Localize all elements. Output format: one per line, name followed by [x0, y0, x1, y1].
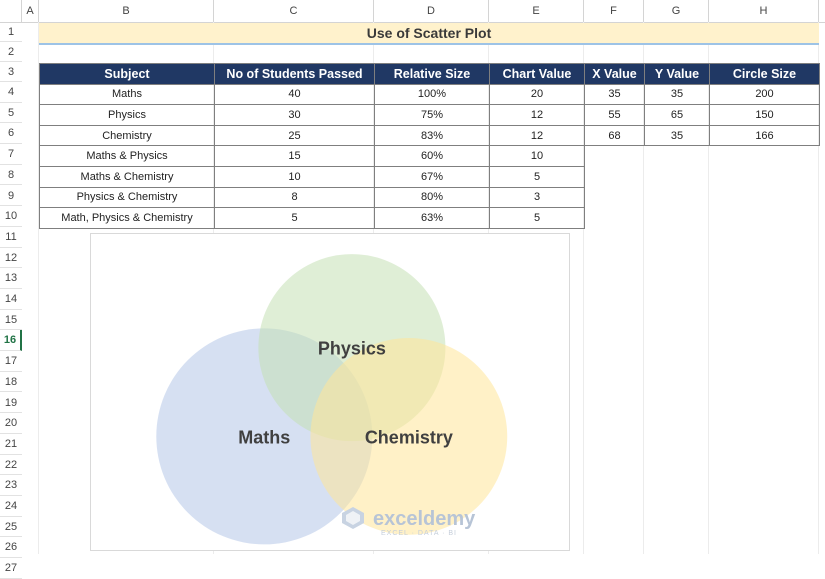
table-cell[interactable]: 10: [490, 146, 585, 167]
empty-cells[interactable]: [585, 146, 820, 167]
exceldemy-logo-icon: [341, 506, 365, 530]
exceldemy-watermark: [341, 506, 491, 540]
row-header-10[interactable]: 10: [0, 206, 22, 227]
table-cell[interactable]: 12: [490, 105, 585, 126]
column-header-f[interactable]: F: [584, 0, 644, 22]
table-cell[interactable]: 5: [490, 208, 585, 229]
sheet-title[interactable]: Use of Scatter Plot: [39, 23, 819, 45]
table-cell[interactable]: 75%: [375, 105, 490, 126]
table-cell[interactable]: 80%: [375, 187, 490, 208]
bubble-label-physics[interactable]: Physics: [317, 338, 386, 359]
row-header-3[interactable]: 3: [0, 62, 22, 82]
table-cell[interactable]: 30: [215, 105, 375, 126]
row-header-21[interactable]: 21: [0, 434, 22, 455]
table-row: [40, 146, 820, 167]
row-header-17[interactable]: 17: [0, 351, 22, 372]
table-cell[interactable]: 83%: [375, 125, 490, 146]
column-header-d[interactable]: D: [374, 0, 489, 22]
row-header-22[interactable]: 22: [0, 455, 22, 476]
table-row: [40, 208, 820, 229]
row-header-4[interactable]: 4: [0, 82, 22, 103]
table-cell[interactable]: 60%: [375, 146, 490, 167]
table-row: [40, 166, 820, 187]
column-header-h[interactable]: H: [709, 0, 819, 22]
header-y-value[interactable]: Y Value: [645, 64, 710, 85]
row-header-6[interactable]: 6: [0, 123, 22, 144]
table-cell[interactable]: 12: [490, 125, 585, 146]
empty-cells[interactable]: [585, 187, 820, 208]
row-header-7[interactable]: 7: [0, 144, 22, 165]
table-cell[interactable]: 166: [710, 125, 820, 146]
row-header-2[interactable]: 2: [0, 42, 22, 62]
row-header-25[interactable]: 25: [0, 517, 22, 538]
row-header-8[interactable]: 8: [0, 165, 22, 186]
table-cell[interactable]: 35: [585, 84, 645, 105]
row-header-11[interactable]: 11: [0, 227, 22, 248]
table-cell[interactable]: 8: [215, 187, 375, 208]
table-row: [40, 105, 820, 126]
table-cell[interactable]: Maths & Chemistry: [40, 166, 215, 187]
table-cell[interactable]: Physics: [40, 105, 215, 126]
row-header-12[interactable]: 12: [0, 248, 22, 269]
column-header-c[interactable]: C: [214, 0, 374, 22]
table-cell[interactable]: Maths & Physics: [40, 146, 215, 167]
watermark-tagline: EXCEL · DATA · BI: [381, 530, 457, 537]
table-cell[interactable]: 25: [215, 125, 375, 146]
watermark-name: exceldemy: [373, 508, 476, 530]
empty-cells[interactable]: [585, 166, 820, 187]
table-cell[interactable]: Math, Physics & Chemistry: [40, 208, 215, 229]
bubble-label-maths[interactable]: Maths: [238, 427, 291, 448]
column-header-e[interactable]: E: [489, 0, 584, 22]
row-header-27[interactable]: 27: [0, 558, 22, 579]
table-row: [40, 125, 820, 146]
header-circle-size[interactable]: Circle Size: [710, 64, 820, 85]
header-chart-value[interactable]: Chart Value: [490, 64, 585, 85]
select-all-corner[interactable]: [0, 0, 22, 22]
table-cell[interactable]: 3: [490, 187, 585, 208]
table-cell[interactable]: Chemistry: [40, 125, 215, 146]
table-row: [40, 84, 820, 105]
table-row: [40, 187, 820, 208]
table-cell[interactable]: Maths: [40, 84, 215, 105]
table-cell[interactable]: 67%: [375, 166, 490, 187]
table-cell[interactable]: 65: [645, 105, 710, 126]
row-header-24[interactable]: 24: [0, 496, 22, 517]
row-header-1[interactable]: 1: [0, 22, 22, 42]
table-cell[interactable]: 100%: [375, 84, 490, 105]
row-header-5[interactable]: 5: [0, 103, 22, 124]
table-cell[interactable]: 15: [215, 146, 375, 167]
row-header-23[interactable]: 23: [0, 475, 22, 496]
row-header-19[interactable]: 19: [0, 393, 22, 414]
row-header-14[interactable]: 14: [0, 289, 22, 310]
row-header-15[interactable]: 15: [0, 310, 22, 331]
header-x-value[interactable]: X Value: [585, 64, 645, 85]
table-cell[interactable]: 35: [645, 125, 710, 146]
table-cell[interactable]: Physics & Chemistry: [40, 187, 215, 208]
table-cell[interactable]: 40: [215, 84, 375, 105]
table-cell[interactable]: 200: [710, 84, 820, 105]
table-cell[interactable]: 63%: [375, 208, 490, 229]
row-header-20[interactable]: 20: [0, 413, 22, 434]
table-cell[interactable]: 55: [585, 105, 645, 126]
table-header-row: [40, 64, 820, 85]
row-header-9[interactable]: 9: [0, 186, 22, 207]
data-table: [39, 63, 820, 229]
header-students-passed[interactable]: No of Students Passed: [215, 64, 375, 85]
bubble-label-chemistry[interactable]: Chemistry: [364, 427, 453, 448]
row-header-26[interactable]: 26: [0, 537, 22, 558]
table-cell[interactable]: 10: [215, 166, 375, 187]
column-header-g[interactable]: G: [644, 0, 709, 22]
column-header-b[interactable]: B: [39, 0, 214, 22]
table-cell[interactable]: 150: [710, 105, 820, 126]
table-cell[interactable]: 5: [215, 208, 375, 229]
column-header-a[interactable]: A: [22, 0, 39, 22]
table-cell[interactable]: 20: [490, 84, 585, 105]
chart-canvas: [91, 234, 569, 550]
row-header-18[interactable]: 18: [0, 372, 22, 393]
scatter-chart[interactable]: [90, 233, 570, 551]
table-cell[interactable]: 35: [645, 84, 710, 105]
header-subject[interactable]: Subject: [40, 64, 215, 85]
row-header-16[interactable]: 16: [0, 330, 22, 351]
table-cell[interactable]: 5: [490, 166, 585, 187]
empty-cells[interactable]: [585, 208, 820, 229]
header-relative-size[interactable]: Relative Size: [375, 64, 490, 85]
column-header-bar: [0, 0, 825, 23]
row-header-13[interactable]: 13: [0, 268, 22, 289]
table-cell[interactable]: 68: [585, 125, 645, 146]
